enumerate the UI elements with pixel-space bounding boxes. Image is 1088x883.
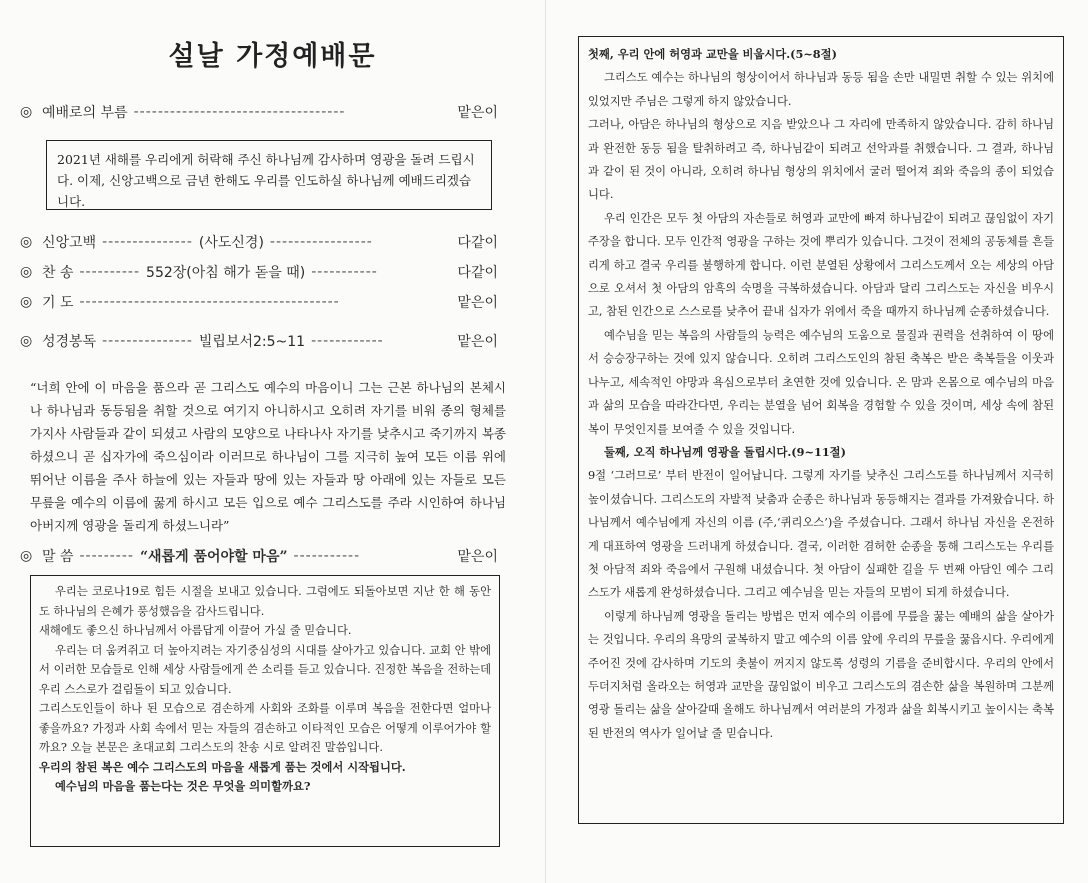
sermon-paragraph: 그리스도 예수는 하나님의 형상이어서 하나님과 동등 됨을 손만 내밀면 취할 수 있는 위치에 있었지만 주님은 그렇게 하지 않았습니다. [588, 71, 1054, 108]
order-leader: 맡은이 [457, 334, 498, 350]
sermon-paragraph: 예수님을 믿는 복음의 사람들의 능력은 예수님의 도움으로 물질과 권력을 선취하여 이 땅에서 승승장구하는 것에 있지 않습니다. 오히려 그리스도인의 참된 축복은 받은 축복들을 이웃과 나누고, 세속적인 야망과 욕심으로부터 초연한 것에 있습니다. 온 맘과 온몸으로 예수님의 마음과 삶의 모습을 따라간다면, 우리는 분열을 넘어 회복을 경험할 수 있을 것이며, 세상 속에 참된 복이 무엇인지를 보여줄 수 있을 것입니다. [588, 328, 1054, 436]
bullet-icon: ◎ [20, 264, 33, 280]
sermon-paragraph: 새해에도 좋으신 하나님께서 아름답게 이끌어 가실 줄 믿습니다. [39, 624, 352, 637]
sermon-paragraph: 9절 ‘그러므로’ 부터 반전이 일어납니다. 그렇게 자기를 낮추신 그리스도를 하나님께서 지극히 높이셨습니다. 그리스도의 자발적 낮춤과 순종은 하나님과 동등해지는 결과를 가져왔습니다. 하나님께서 예수님에게 자신의 이름 (주,‘퀴리오스’)을 주셨습니다. 그래서 하나님 자신을 온전하게 대표하여 영광을 드러내게 하셨습니다. 결국, 이러한 겸허한 순종을 통해 그리스도는 우리를 첫 아담적 죄와 죽음에서 구원해 내셨습니다. 첫 아담이 실패한 길을 두 번째 아담인 예수 그리스도가 새롭게 완성하셨습니다. 그리고 예수님을 믿는 자들의 모범이 되게 하셨습니다. [588, 469, 1054, 600]
order-call [20, 101, 498, 123]
order-label: 찬 송 [42, 265, 74, 281]
order-sermon [20, 545, 498, 567]
order-dash: --------------- [102, 333, 193, 349]
page-title: 설날 가정예배문 [168, 41, 377, 72]
sermon-heading: 둘째, 오직 하나님께 영광을 돌립시다.(9~11절) [604, 444, 846, 459]
order-dash: --------- [79, 548, 134, 564]
order-detail: (사도신경) [198, 235, 264, 251]
scripture-text: “너희 안에 이 마음을 품으라 곧 그리스도 예수의 마음이니 그는 근본 하나님의 본체시나 하나님과 동등됨을 취할 것으로 여기지 아니하시고 오히려 자기를 비워 종의 형체를 가지사 사람들과 같이 되셨고 사람의 모양으로 나타나사 자기를 낮추시고 죽기까지 복종하셨으니 곧 십자가에 죽으심이라 이러므로 하나님이 그를 지극히 높여 모든 이름 위에 뛰어난 이름을 주사 하늘에 있는 자들과 땅에 있는 자들과 땅 아래에 있는 자들로 모든 무릎을 예수의 이름에 꿇게 하시고 모든 입으로 예수 그리스도를 주라 시인하여 하나님 아버지께 영광을 돌리게 하셨느니라” [30, 380, 506, 533]
sermon-paragraph: 예수님의 마음을 품는다는 것은 무엇을 의미할까요? [55, 779, 311, 793]
bullet-icon: ◎ [20, 294, 33, 310]
order-leader: 다같이 [457, 265, 498, 281]
order-label: 예배로의 부름 [42, 105, 128, 121]
sermon-title: “새롭게 품어야할 마음” [139, 549, 288, 565]
right-page [545, 0, 1088, 883]
order-dash: ----------------------------------- [133, 104, 346, 120]
sermon-paragraph: 우리 인간은 모두 첫 아담의 자손들로 허영과 교만에 빠져 하나님같이 되려고 끊임없이 자기주장을 합니다. 모두 인간적 영광을 구하는 것에 뿌리가 있습니다. 그것이 전체의 공동체를 흔들리게 하고 결국 우리를 불행하게 합니다. 이런 분열된 상황에서 그리스도께서 오는 세상의 아담으로 오셔서 첫 아담의 암흑의 숙명을 극복하셨습니다. 아담과 달리 그리스도는 자신을 비우시고, 참된 인간으로 스스로를 낮추어 끝내 십자가 위에서 죽을 때까지 하나님께 순종하셨습니다. [588, 211, 1054, 319]
order-dash: ---------- [79, 264, 141, 280]
order-dash: ------------ [311, 333, 384, 349]
sermon-paragraph: 그러나, 아담은 하나님의 형상으로 지음 받았으나 그 자리에 만족하지 않았습니다. 감히 하나님과 완전한 동등 됨을 탈취하려고 즉, 하나님같이 되려고 선악과를 취했습니다. 그 결과, 하나님과 같이 된 것이 아니라, 오히려 하나님 형상의 위치에서 굴러 떨어져 죄와 죽음의 종이 되었습니다. [588, 118, 1054, 202]
sermon-paragraph: 이렇게 하나님께 영광을 돌리는 방법은 먼저 예수의 이름에 무릎을 꿇는 예배의 삶을 살아가는 것입니다. 우리의 욕망의 굴복하지 말고 예수의 이름 앞에 우리의 무릎을 꿇읍시다. 우리에게 주어진 것에 감사하며 기도의 촛불이 꺼지지 않도록 성령의 기름을 준비합시다. 우리의 안에서 두더지처럼 올라오는 허영과 교만을 끊임없이 비우고 그리스도의 겸손한 삶을 복원하며 그분께 영광 돌리는 삶을 살아갈때 올해도 하나님께서 여러분의 가정과 삶을 회복시키고 높이시는 축복된 반전의 역사가 일어날 줄 믿습니다. [588, 609, 1054, 740]
order-detail: 552장(아침 해가 돋을 때) [146, 265, 306, 281]
order-dash: ----------- [293, 548, 361, 564]
sermon-paragraph: 우리는 코로나19로 힘든 시절을 보내고 있습니다. 그럼에도 되돌아보면 지난 한 해 동안도 하나님의 은혜가 풍성했음을 감사드립니다. [39, 585, 491, 618]
order-dash: ----------- [311, 264, 378, 280]
order-label: 신앙고백 [42, 235, 97, 251]
order-leader: 맡은이 [457, 295, 498, 311]
order-reading [20, 330, 498, 352]
bullet-icon: ◎ [20, 234, 33, 250]
order-dash: --------------- [102, 234, 193, 250]
bullet-icon: ◎ [20, 333, 33, 349]
order-label: 기 도 [42, 295, 74, 311]
sermon-paragraph: 우리는 더 움켜쥐고 더 높아지려는 자기중심성의 시대를 살아가고 있습니다. 교회 안 밖에서 이러한 모습들로 인해 세상 사람들에게 쓴 소리를 듣고 있습니다. 진정한 복음을 전하는데 우리 스스로가 걸림돌이 되고 있습니다. [39, 643, 491, 696]
order-label: 말 씀 [42, 549, 74, 565]
order-label: 성경봉독 [42, 334, 97, 350]
sermon-paragraph: 그리스도인들이 하나 된 모습으로 겸손하게 사회와 조화를 이루며 복음을 전한다면 얼마나 좋을까요? 가정과 사회 속에서 믿는 자들의 겸손하고 이타적인 모습은 어떻게 이루어가야 할까요? 오늘 본문은 초대교회 그리스도의 찬송 시로 알려진 말씀입니다. [39, 702, 491, 754]
order-detail: 빌립보서2:5~11 [198, 334, 306, 350]
order-creed [20, 231, 498, 253]
order-dash: ----------------- [269, 234, 373, 250]
order-leader: 맡은이 [457, 549, 498, 565]
sermon-intro-box [30, 575, 500, 847]
order-leader: 맡은이 [457, 105, 498, 121]
order-leader: 다같이 [457, 235, 498, 251]
sermon-paragraph: 우리의 참된 복은 예수 그리스도의 마음을 새롭게 품는 것에서 시작됩니다. [39, 759, 406, 774]
bullet-icon: ◎ [20, 548, 33, 564]
order-prayer [20, 291, 498, 313]
order-dash: ------------------------------------------- [79, 294, 340, 310]
sermon-heading: 첫째, 우리 안에 허영과 교만을 비웁시다.(5~8절) [588, 47, 837, 61]
order-hymn [20, 261, 498, 283]
call-to-worship-text: 2021년 새해를 우리에게 허락해 주신 하나님께 감사하며 영광을 돌려 드립시다. 이제, 신앙고백으로 금년 한해도 우리를 인도하실 하나님께 예배드리겠습니다. [57, 152, 475, 209]
bullet-icon: ◎ [20, 104, 33, 120]
sermon-body-box [578, 36, 1064, 824]
call-to-worship-box [46, 140, 492, 210]
